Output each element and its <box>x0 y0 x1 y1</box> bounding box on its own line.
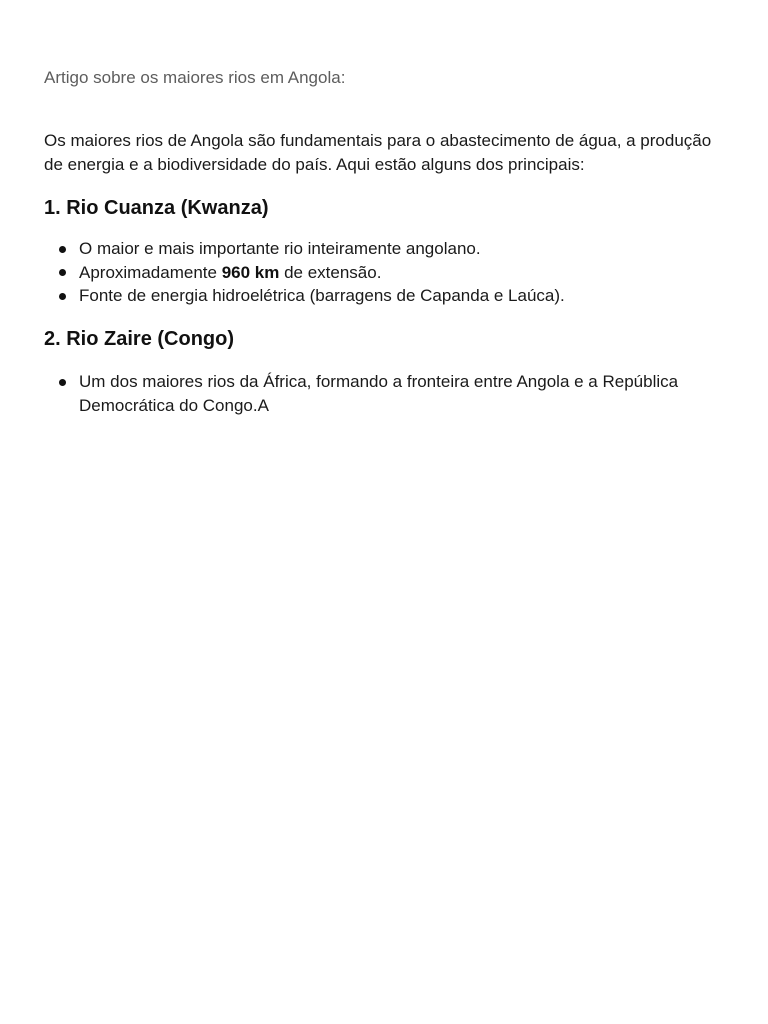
intro-paragraph: Os maiores rios de Angola são fundamentais para o abastecimento de água, a produção de energia e a biodiversidade do país. Aqui estão alguns dos principais: <box>44 131 712 174</box>
bullet-dot-icon <box>59 246 66 253</box>
bullet-dot-icon <box>59 269 66 276</box>
list-item <box>44 261 724 285</box>
list-item-text: Um dos maiores rios da África, formando a fronteira entre Angola e a República Democrática do Congo.A <box>79 372 679 415</box>
list-item-text: O maior e mais importante rio inteiramente angolano. <box>79 239 481 258</box>
user-prompt-text: Artigo sobre os maiores rios em Angola: <box>44 68 346 87</box>
list-item-bold-value: 960 km <box>221 262 280 282</box>
list-item-text: Fonte de energia hidroelétrica (barragens de Capanda e Laúca). <box>79 286 565 305</box>
list-item <box>44 237 724 261</box>
list-item-text-after: de extensão. <box>279 262 382 282</box>
section-heading-cuanza: 1. Rio Cuanza (Kwanza) <box>44 197 269 219</box>
section-heading-zaire: 2. Rio Zaire (Congo) <box>44 328 234 350</box>
zaire-bullet-list <box>44 370 724 417</box>
bullet-dot-icon <box>59 379 66 386</box>
list-item <box>44 284 724 308</box>
cuanza-bullet-list <box>44 237 724 308</box>
list-item-text-before: Aproximadamente <box>79 262 222 282</box>
bullet-dot-icon <box>59 293 66 300</box>
list-item <box>44 370 724 417</box>
